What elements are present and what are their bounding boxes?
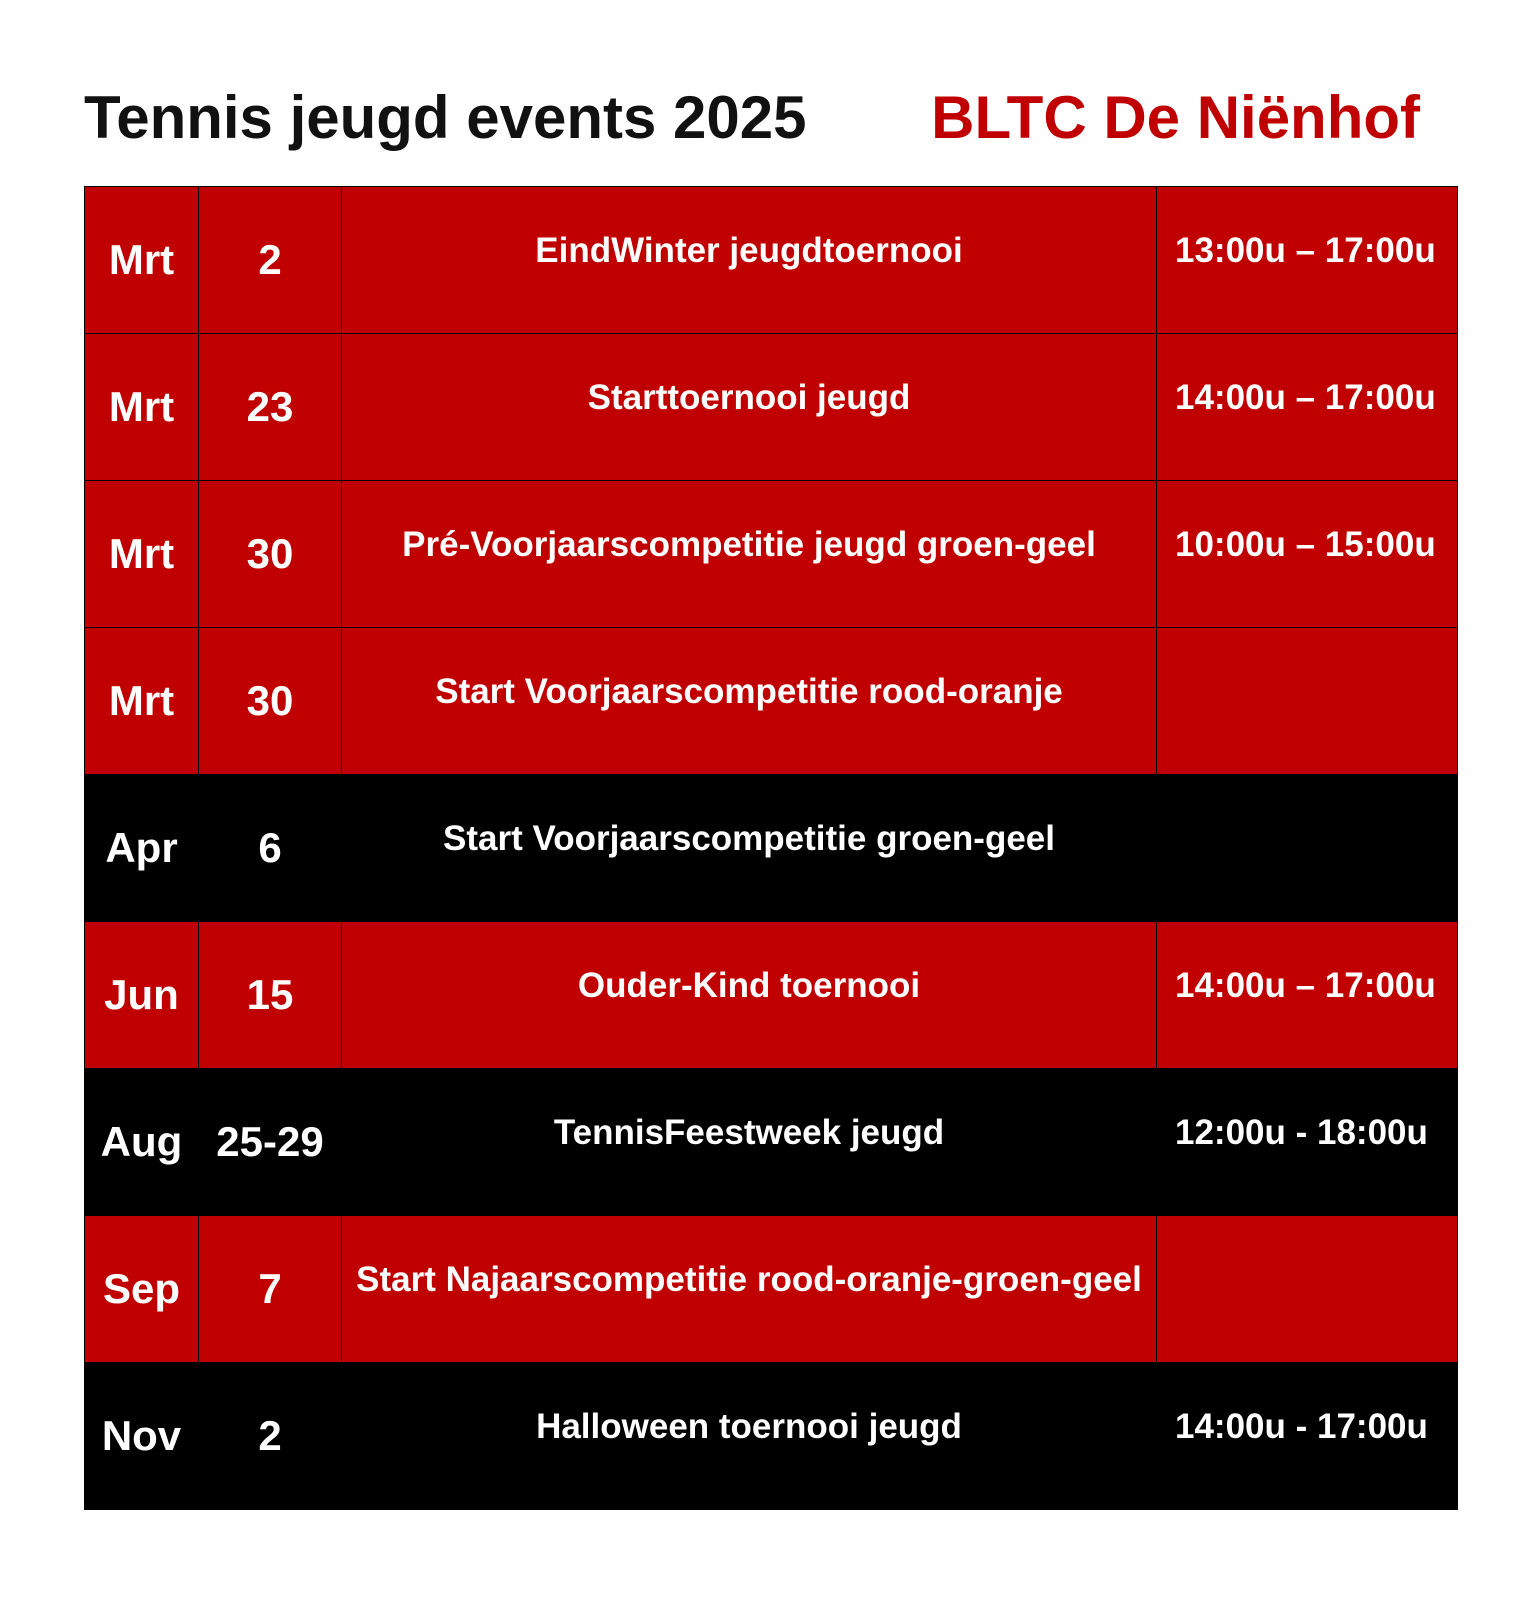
event-row — [84, 1363, 1458, 1510]
event-title: Start Voorjaarscompetitie rood-oranje — [342, 628, 1157, 774]
event-time: 14:00u – 17:00u — [1157, 334, 1458, 480]
event-time: 13:00u – 17:00u — [1157, 187, 1458, 333]
event-day: 2 — [199, 1363, 342, 1509]
club-name: BLTC De Niënhof — [931, 84, 1420, 151]
event-title: Halloween toernooi jeugd — [342, 1363, 1157, 1509]
event-title: Start Najaarscompetitie rood-oranje-groen-geel — [342, 1216, 1157, 1362]
event-day: 15 — [199, 922, 342, 1068]
event-month: Apr — [84, 775, 199, 921]
event-row — [84, 628, 1458, 775]
event-day: 6 — [199, 775, 342, 921]
event-row — [84, 481, 1458, 628]
event-month: Aug — [84, 1069, 199, 1215]
event-time — [1157, 1216, 1458, 1362]
event-title: TennisFeestweek jeugd — [342, 1069, 1157, 1215]
event-time — [1157, 775, 1458, 921]
event-month: Jun — [84, 922, 199, 1068]
event-row — [84, 1069, 1458, 1216]
event-day: 30 — [199, 628, 342, 774]
event-time — [1157, 628, 1458, 774]
event-title: Starttoernooi jeugd — [342, 334, 1157, 480]
event-title: EindWinter jeugdtoernooi — [342, 187, 1157, 333]
event-day: 7 — [199, 1216, 342, 1362]
event-row — [84, 775, 1458, 922]
event-day: 2 — [199, 187, 342, 333]
event-row — [84, 187, 1458, 334]
event-day: 23 — [199, 334, 342, 480]
event-title: Pré-Voorjaarscompetitie jeugd groen-geel — [342, 481, 1157, 627]
event-month: Nov — [84, 1363, 199, 1509]
page-title: Tennis jeugd events 2025 — [84, 84, 807, 151]
event-time: 14:00u - 17:00u — [1157, 1363, 1458, 1509]
event-month: Sep — [84, 1216, 199, 1362]
event-month: Mrt — [84, 334, 199, 480]
event-day: 30 — [199, 481, 342, 627]
events-table — [84, 186, 1458, 1510]
event-title: Ouder-Kind toernooi — [342, 922, 1157, 1068]
event-time: 12:00u - 18:00u — [1157, 1069, 1458, 1215]
event-row — [84, 922, 1458, 1069]
event-month: Mrt — [84, 187, 199, 333]
event-title: Start Voorjaarscompetitie groen-geel — [342, 775, 1157, 921]
event-day: 25-29 — [199, 1069, 342, 1215]
event-row — [84, 1216, 1458, 1363]
event-time: 10:00u – 15:00u — [1157, 481, 1458, 627]
event-month: Mrt — [84, 481, 199, 627]
event-month: Mrt — [84, 628, 199, 774]
event-row — [84, 334, 1458, 481]
event-time: 14:00u – 17:00u — [1157, 922, 1458, 1068]
